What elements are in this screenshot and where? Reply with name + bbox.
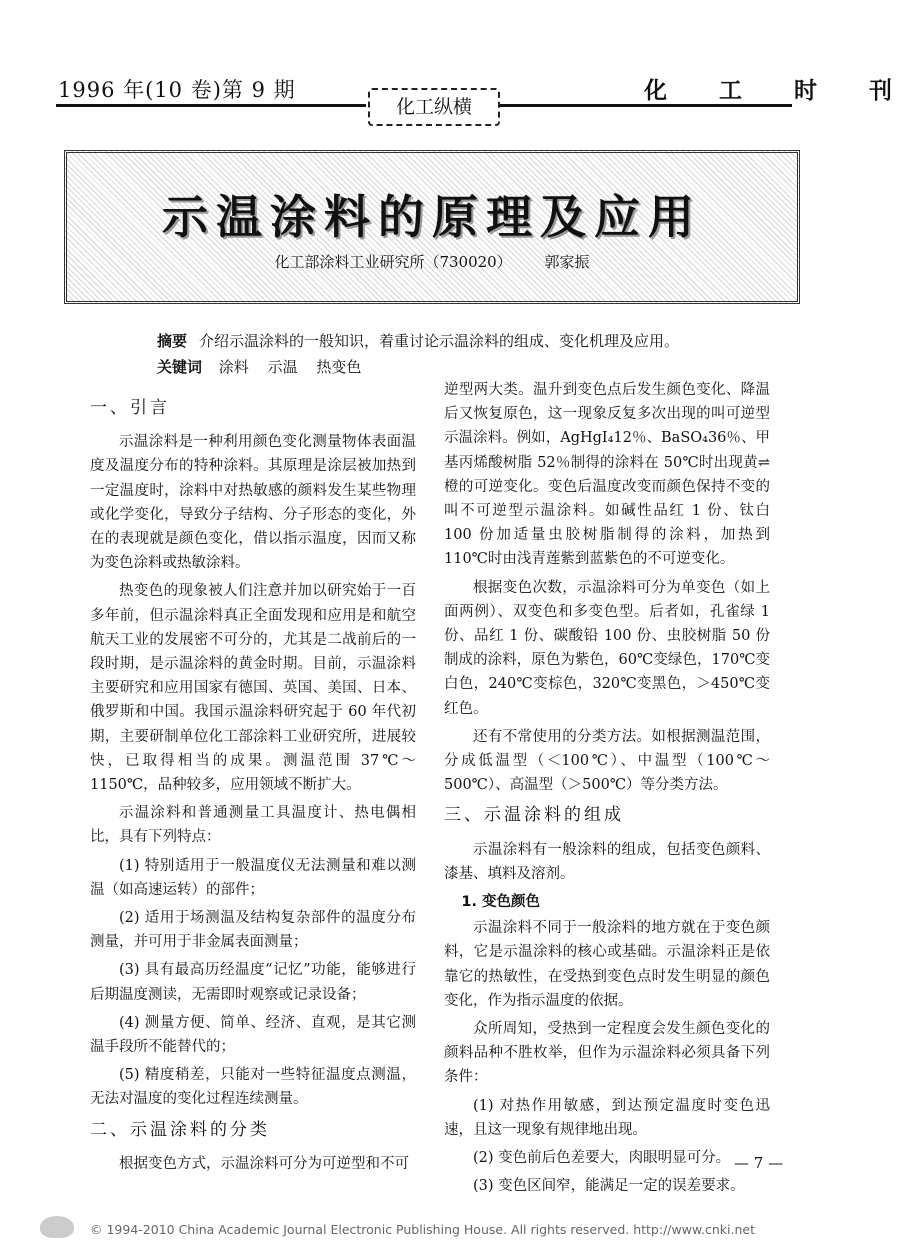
- keywords-label: 关键词: [157, 358, 203, 376]
- copyright-footer: © 1994-2010 China Academic Journal Electronic Publishing House. All rights reserved. http://www.cnki.net: [90, 1222, 755, 1237]
- subsection-heading: 1. 变色颜色: [461, 894, 541, 911]
- list-item: (1) 对热作用敏感，到达预定温度时变色迅速，且这一现象有规律地出现。: [444, 1097, 770, 1138]
- header-rule-left: [56, 104, 366, 107]
- list-item: (2) 变色前后色差要大，肉眼明显可分。: [473, 1150, 731, 1167]
- paragraph: 逆型两大类。温升到变色点后发生颜色变化、降温后又恢复原色，这一现象反复多次出现的叫可逆型示温涂料。例如，AgHgI₄12％、BaSO₄36％、甲基丙烯酸树脂 52％制得的涂料在 50℃时出现黄⇌橙的可逆变化。变色后温度改变而颜色保持不变的叫不可逆型示温涂料。如碱性品红 1 份、钛白 100 份加适量虫胶树脂制得的涂料，加热到 110℃时由浅青莲紫到蓝紫色的不可逆变化。: [444, 382, 770, 568]
- title-banner: [64, 150, 800, 304]
- paragraph: 示温涂料不同于一般涂料的地方就在于变色颜料，它是示温涂料的核心或基础。示温涂料正是依靠它的热敏性，在受热到变色点时发生明显的颜色变化，作为指示温度的依据。: [444, 920, 770, 1009]
- paragraph: 示温涂料是一种利用颜色变化测量物体表面温度及温度分布的特种涂料。其原理是涂层被加热到一定温度时，涂料中对热敏感的颜料发生某些物理或化学变化，导致分子结构、分子形态的变化，外在的表现就是颜色变化，借以指示温度，因而又称为变色涂料或热敏涂料。: [90, 434, 416, 572]
- section-heading: 一、引言: [90, 398, 170, 418]
- list-item: (3) 具有最高历经温度“记忆”功能，能够进行后期温度测读，无需即时观察或记录设备；: [90, 962, 416, 1003]
- list-item: (1) 特别适用于一般温度仪无法测量和难以测温（如高速运转）的部件；: [90, 857, 416, 898]
- paragraph: 众所周知，受热到一定程度会发生颜色变化的颜料品种不胜枚举，但作为示温涂料必须具备下列条件：: [444, 1021, 770, 1086]
- keyword: 示温: [267, 358, 298, 376]
- page-number: — 7 —: [734, 1154, 784, 1172]
- column-tag: 化工纵横: [368, 88, 500, 126]
- abstract: [157, 330, 857, 351]
- list-item: (2) 适用于场测温及结构复杂部件的温度分布测量，并可用于非金属表面测量；: [90, 910, 416, 951]
- list-item: (5) 精度稍差，只能对一些特征温度点测温，无法对温度的变化过程连续测量。: [90, 1067, 416, 1108]
- paragraph: 根据变色次数，示温涂料可分为单变色（如上面两例）、双变色和多变色型。后者如，孔雀绿 1 份、品红 1 份、碳酸铅 100 份、虫胶树脂 50 份制成的涂料，原色为紫色，60℃变绿色，170℃变白色，240℃变棕色，320℃变黑色，＞450℃变红色。: [444, 579, 770, 717]
- list-item: (4) 测量方便、简单、经济、直观，是其它测温手段所不能替代的；: [90, 1014, 416, 1056]
- abstract-label: 摘要: [157, 332, 188, 350]
- journal-name: 化 工 时 刊: [644, 78, 915, 104]
- issue-info: 1996 年(10 卷)第 9 期: [58, 78, 296, 102]
- section-heading: 三、示温涂料的组成: [444, 805, 624, 826]
- paragraph: 热变色的现象被人们注意并加以研究始于一百多年前，但示温涂料真正全面发现和应用是和航空航天工业的发展密不可分的，尤其是二战前后的一段时期，是示温涂料的黄金时期。目前，示温涂料主要研究和应用国家有德国、英国、美国、日本、俄罗斯和中国。我国示温涂料研究起于 60 年代初期，主要研制单位化工部涂料工业研究所，进展较快，已取得相当的成果。测温范围 37℃～1150℃，品种较多，应用领域不断扩大。: [90, 583, 416, 794]
- affiliation: 化工部涂料工业研究所（730020）: [274, 253, 512, 271]
- article-title: 示温涂料的原理及应用: [162, 190, 702, 244]
- byline: [107, 251, 757, 272]
- list-item: (3) 变色区间窄，能满足一定的误差要求。: [473, 1178, 745, 1195]
- paragraph: 根据变色方式，示温涂料可分为可逆型和不可: [119, 1155, 409, 1172]
- keywords: [157, 356, 375, 377]
- left-column: [90, 390, 416, 1180]
- cnki-logo-icon: [40, 1216, 74, 1238]
- keyword: 热变色: [316, 358, 362, 376]
- keyword: 涂料: [218, 358, 249, 376]
- section-heading: 二、示温涂料的分类: [90, 1119, 270, 1140]
- paragraph: 还有不常使用的分类方法。如根据测温范围，分成低温型（＜100℃）、中温型（100℃～500℃）、高温型（＞500℃）等分类方法。: [444, 728, 770, 794]
- abstract-text: 介绍示温涂料的一般知识，着重讨论示温涂料的组成、变化机理及应用。: [199, 332, 680, 350]
- paragraph: 示温涂料和普通测量工具温度计、热电偶相比，具有下列特点：: [90, 805, 416, 846]
- paragraph: 示温涂料有一般涂料的组成，包括变色颜料、漆基、填料及溶剂。: [444, 841, 770, 882]
- right-column: [444, 378, 770, 1203]
- author: 郭家振: [544, 253, 590, 271]
